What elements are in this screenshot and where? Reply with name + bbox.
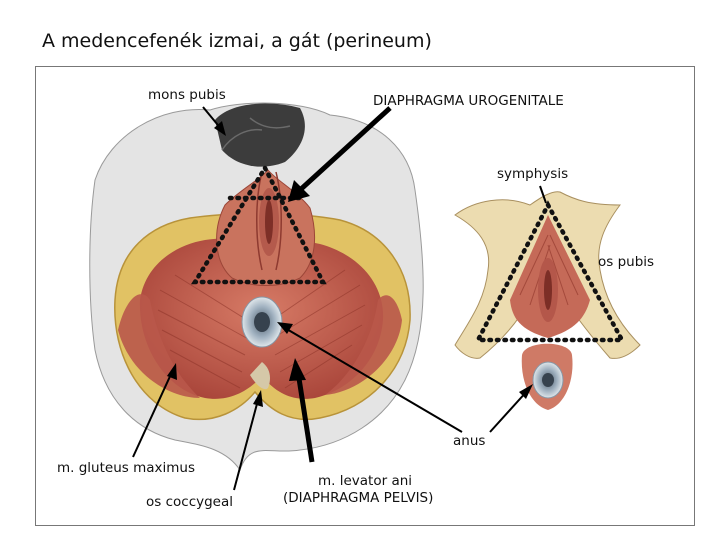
left-specimen	[90, 103, 423, 470]
label-os-coccygeal: os coccygeal	[146, 494, 233, 510]
right-specimen	[455, 192, 640, 410]
label-gluteus-maximus: m. gluteus maximus	[57, 460, 195, 476]
slide-title: A medencefenék izmai, a gát (perineum)	[42, 30, 432, 52]
label-diaphragma-urogenitale: DIAPHRAGMA UROGENITALE	[373, 93, 564, 109]
label-mons-pubis: mons pubis	[148, 87, 226, 103]
label-symphysis: symphysis	[497, 166, 569, 182]
label-diaphragma-pelvis: (DIAPHRAGMA PELVIS)	[283, 490, 434, 506]
label-anus: anus	[453, 433, 486, 449]
label-levator-ani: m. levator ani	[318, 473, 413, 489]
label-os-pubis: os pubis	[598, 254, 655, 270]
pointer-anus-right	[490, 390, 528, 432]
